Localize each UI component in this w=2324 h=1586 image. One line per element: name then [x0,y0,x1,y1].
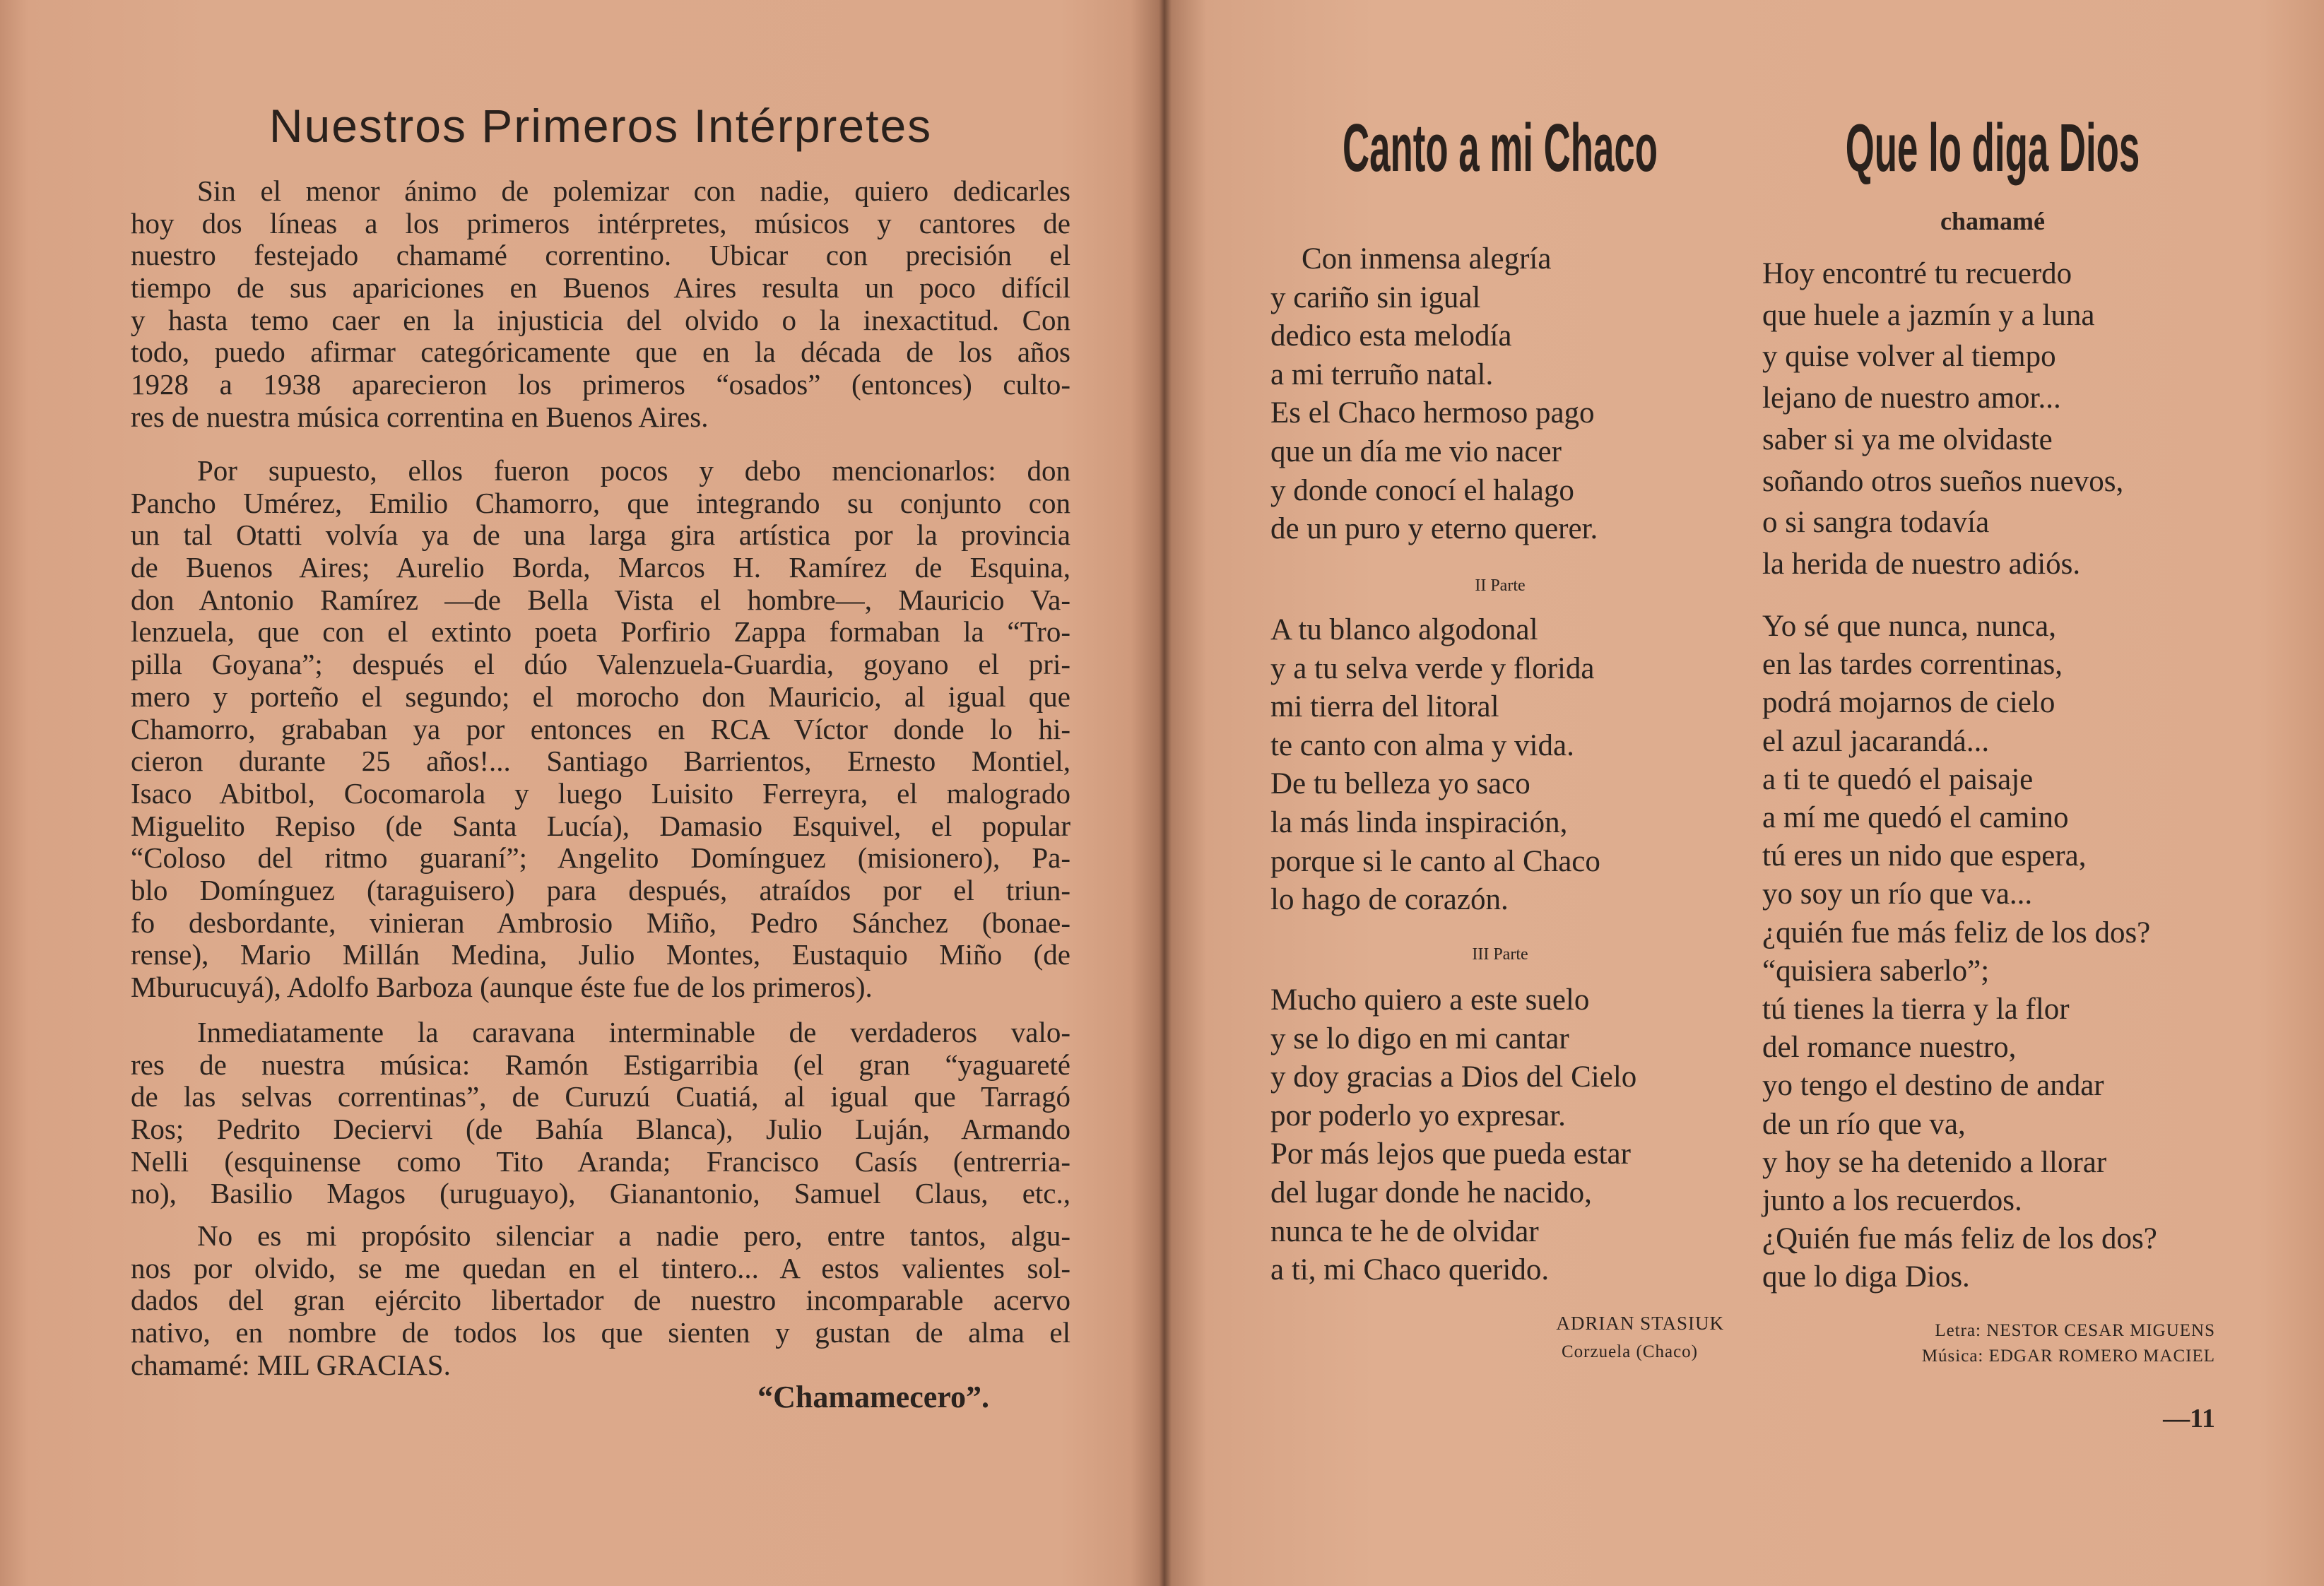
article-paragraph [131,455,1070,1004]
verse-line: la herida de nuestro adiós. [1762,547,2081,581]
part-heading: II Parte [1475,576,1526,595]
verse-line: y a tu selva verde y florida [1270,651,1595,685]
verse-line: Mucho quiero a este suelo [1270,983,1590,1017]
part-heading: III Parte [1472,945,1528,964]
verse-line: a ti, mi Chaco querido. [1270,1253,1550,1287]
verse-line: del romance nuestro, [1762,1031,2017,1065]
poem-stanza [1270,240,1598,549]
verse-line: y se lo digo en mi cantar [1270,1022,1569,1055]
verse-line: nunca te he de olvidar [1270,1214,1539,1248]
text-line: res de nuestra música correntina en Buenos Aires. [131,400,709,433]
text-line: Ros; Pedrito Deciervi (de Bahía Blanca), Julio Luján, Armando [131,1113,1070,1146]
verse-line: Hoy encontré tu recuerdo [1762,257,2072,290]
verse-line: ¿quién fue más feliz de los dos? [1762,916,2151,949]
text-line: No es mi propósito silenciar a nadie pero, entre tantos, algu- [197,1219,1070,1252]
text-line: de Buenos Aires; Aurelio Borda, Marcos H. Ramírez de Esquina, [131,551,1070,584]
page-number: —11 [2163,1404,2215,1433]
text-line: mero y porteño el segundo; el morocho don Mauricio, al igual que [131,680,1070,713]
verse-line: Con inmensa alegría [1302,242,1552,276]
text-line: dados del gran ejército libertador de nuestro incomparable acervo [131,1284,1070,1317]
text-line: de las selvas correntinas”, de Curuzú Cuatiá, al igual que Tarragó [131,1080,1070,1113]
text-line: nativo, en nombre de todos los que sienten y gustan de alma el [131,1316,1070,1349]
text-line: Chamorro, grababan ya por entonces en RCA Víctor donde lo hi- [131,712,1070,745]
verse-line: “quisiera saberlo”; [1762,954,1990,988]
verse-line: la más linda inspiración, [1270,805,1568,839]
poem-author: ADRIAN STASIUK [1556,1313,1724,1334]
verse-line: de un río que va, [1762,1107,1966,1141]
verse-line: yo tengo el destino de andar [1762,1069,2104,1103]
verse-line: del lugar donde he nacido, [1270,1176,1592,1209]
verse-line: tú tienes la tierra y la flor [1762,993,2070,1026]
text-line: rense), Mario Millán Medina, Julio Montes, Eustaquio Miño (de [131,938,1070,971]
verse-line: soñando otros sueños nuevos, [1762,464,2124,498]
verse-line: y donde conocí el halago [1270,473,1574,507]
verse-line: mi tierra del litoral [1270,690,1499,724]
text-line: blo Domínguez (taraguisero) para después, atraídos por el triun- [131,873,1070,906]
text-line: hoy dos líneas a los primeros intérpretes, músicos y cantores de [131,206,1070,239]
verse-line: A tu blanco algodonal [1270,613,1538,646]
text-line: res de nuestra música: Ramón Estigarribia (el gran “yaguareté [131,1048,1070,1081]
text-line: don Antonio Ramírez —de Bella Vista el hombre—, Mauricio Va- [131,583,1070,616]
text-line: Isaco Abitbol, Cocomarola y luego Luisito Ferreyra, el malogrado [131,776,1070,810]
poem-title-canto-a-mi-chaco: Canto a mi Chaco [1343,110,1658,186]
verse-line: junto a los recuerdos. [1762,1184,2022,1218]
verse-line: y cariño sin igual [1270,280,1481,314]
poem-stanza [1270,981,1636,1290]
verse-line: que lo diga Dios. [1762,1260,1970,1294]
right-page [1164,0,2324,1586]
text-line: lenzuela, que con el extinto poeta Porfirio Zappa formaban la “Tro- [131,615,1070,649]
text-line: nuestro festejado chamamé correntino. Ubicar con precisión el [131,239,1070,272]
verse-line: Por más lejos que pueda estar [1270,1137,1631,1171]
poem-stanza [1762,254,2123,586]
text-line: Inmediatamente la caravana interminable de verdaderos valo- [197,1016,1070,1048]
verse-line: Es el Chaco hermoso pago [1270,396,1595,430]
article-paragraph [131,1220,1070,1381]
poem-stanza [1270,611,1600,920]
text-line: nos por olvido, se me quedan en el tintero... A estos valientes sol- [131,1251,1070,1284]
verse-line: yo soy un río que va... [1762,877,2033,911]
text-line: cieron durante 25 años!... Santiago Barrientos, Ernesto Montiel, [131,745,1070,778]
text-line: Mburucuyá), Adolfo Barboza (aunque éste fue de los primeros). [131,971,873,1003]
text-line: “Coloso del ritmo guaraní”; Angelito Domínguez (misionero), Pa- [131,841,1070,875]
verse-line: a ti te quedó el paisaje [1762,762,2034,796]
verse-line: que un día me vio nacer [1270,434,1562,468]
text-line: y hasta temo caer en la injusticia del olvido o la inexactitud. Con [131,303,1070,336]
verse-line: ¿Quién fue más feliz de los dos? [1762,1222,2157,1256]
verse-line: a mi terruño natal. [1270,357,1494,391]
verse-line: de un puro y eterno querer. [1270,512,1598,546]
text-line: fo desbordante, vinieran Ambrosio Miño, Pedro Sánchez (bonae- [131,906,1070,939]
verse-line: por poderlo yo expresar. [1270,1099,1566,1132]
verse-line: o si sangra todavía [1762,506,1990,540]
verse-line: saber si ya me olvidaste [1762,422,2053,456]
text-line: 1928 a 1938 aparecieron los primeros “osados” (entonces) culto- [131,368,1070,401]
text-line: Sin el menor ánimo de polemizar con nadie, quiero dedicarles [197,174,1070,207]
text-line: Miguelito Repiso (de Santa Lucía), Damasio Esquivel, el popular [131,809,1070,842]
verse-line: el azul jacarandá... [1762,724,1990,758]
music-credit: Música: EDGAR ROMERO MACIEL [1921,1347,2215,1366]
verse-line: y quise volver al tiempo [1762,340,2056,374]
article-signature: “Chamamecero”. [757,1380,989,1414]
verse-line: tú eres un nido que espera, [1762,839,2087,873]
verse-line: De tu belleza yo saco [1270,767,1530,801]
text-line: tiempo de sus apariciones en Buenos Aires resulta un poco difícil [131,271,1070,304]
verse-line: lejano de nuestro amor... [1762,381,2061,415]
text-line: Por supuesto, ellos fueron pocos y debo mencionarlos: don [197,454,1070,487]
text-line: todo, puedo afirmar categóricamente que en la década de los años [131,336,1070,369]
verse-line: y doy gracias a Dios del Cielo [1270,1060,1637,1094]
poem-title-que-lo-diga-dios: Que lo diga Dios [1845,110,2140,186]
verse-line: porque si le canto al Chaco [1270,844,1600,878]
text-line: no), Basilio Magos (uruguayo), Gianantonio, Samuel Claus, etc., [131,1177,1070,1210]
text-line: chamamé: MIL GRACIAS. [131,1348,451,1381]
text-line: Pancho Umérez, Emilio Chamorro, que integrando su conjunto con [131,486,1070,519]
verse-line: dedico esta melodía [1270,319,1512,353]
article-title: Nuestros Primeros Intérpretes [269,100,933,152]
poem-genre: chamamé [1940,207,2045,235]
verse-line: y hoy se ha detenido a llorar [1762,1145,2107,1179]
verse-line: lo hago de corazón. [1270,883,1509,917]
verse-line: en las tardes correntinas, [1762,648,2063,682]
text-line: Nelli (esquinense como Tito Aranda; Francisco Casís (entrerria- [131,1144,1070,1178]
poem-stanza [1762,608,2157,1297]
verse-line: a mí me quedó el camino [1762,801,2069,835]
article-paragraph [131,1017,1070,1210]
text-line: un tal Otatti volvía ya de una larga gira artística por la provincia [131,519,1070,552]
verse-line: te canto con alma y vida. [1270,728,1574,762]
verse-line: podrá mojarnos de cielo [1762,686,2055,720]
article-paragraph [131,175,1070,434]
poem-author-place: Corzuela (Chaco) [1561,1342,1698,1361]
text-line: pilla Goyana”; después el dúo Valenzuela-Guardia, goyano el pri- [131,648,1070,681]
lyrics-credit: Letra: NESTOR CESAR MIGUENS [1935,1321,2215,1340]
verse-line: Yo sé que nunca, nunca, [1762,610,2056,643]
verse-line: que huele a jazmín y a luna [1762,298,2095,332]
